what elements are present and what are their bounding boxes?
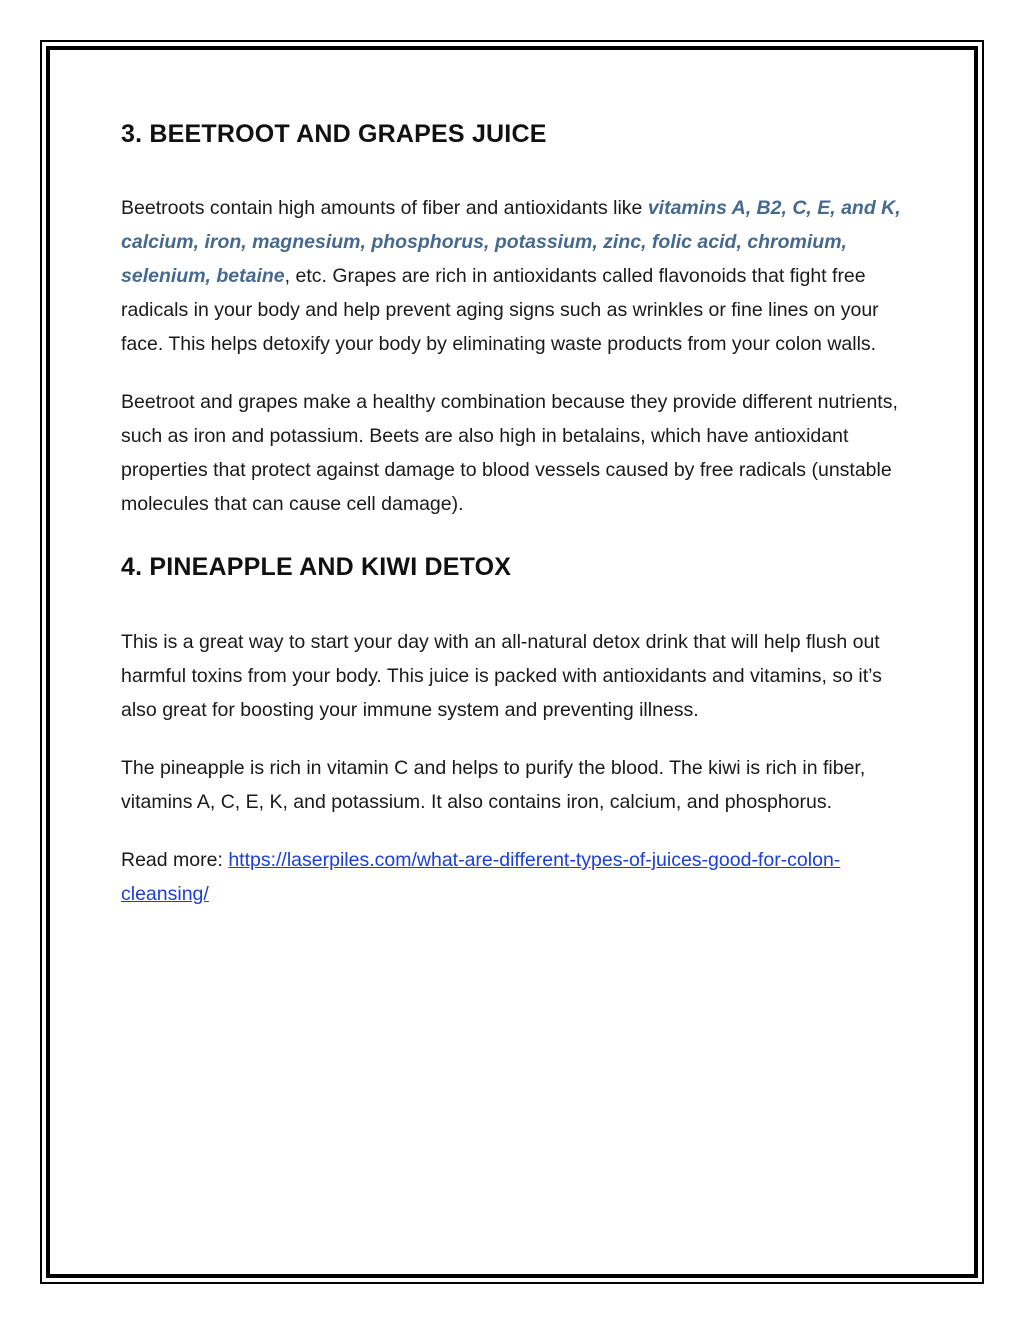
section-3-p1-after: , etc. Grapes are rich in antioxidants called flavonoids that fight free radicals in your body and help prevent aging signs such as wrinkles or fine lines on your face. This helps detoxify your body by eliminating waste products from your colon walls. bbox=[121, 264, 879, 355]
read-more-line bbox=[121, 843, 911, 911]
section-3-heading: 3. BEETROOT AND GRAPES JUICE bbox=[121, 120, 547, 148]
nutrients-highlight: vitamins A, B2, C, E, and K, calcium, iron, magnesium, phosphorus, potassium, zinc, folic acid, chromium, selenium, betaine bbox=[121, 196, 901, 287]
document-content bbox=[121, 118, 911, 911]
section-3-p1-before: Beetroots contain high amounts of fiber and antioxidants like bbox=[121, 196, 648, 219]
section-3-paragraph-2: Beetroot and grapes make a healthy combination because they provide different nutrients, such as iron and potassium. Beets are also high in betalains, which have antioxidant properties that protect against damage to blood vessels caused by free radicals (unstable molecules that can cause cell damage). bbox=[121, 390, 898, 515]
section-3-paragraph-1 bbox=[121, 191, 911, 361]
read-more-link[interactable]: https://laserpiles.com/what-are-different-types-of-juices-good-for-colon-cleansing/ bbox=[121, 849, 841, 905]
read-more-label: Read more: bbox=[121, 849, 229, 871]
section-4-paragraph-2: The pineapple is rich in vitamin C and helps to purify the blood. The kiwi is rich in fiber, vitamins A, C, E, K, and potassium. It also contains iron, calcium, and phosphorus. bbox=[121, 757, 866, 813]
section-4-paragraph-1: This is a great way to start your day with an all-natural detox drink that will help flush out harmful toxins from your body. This juice is packed with antioxidants and vitamins, so it’s also great for boosting your immune system and preventing illness. bbox=[121, 631, 882, 721]
section-4-heading: 4. PINEAPPLE AND KIWI DETOX bbox=[121, 552, 512, 581]
